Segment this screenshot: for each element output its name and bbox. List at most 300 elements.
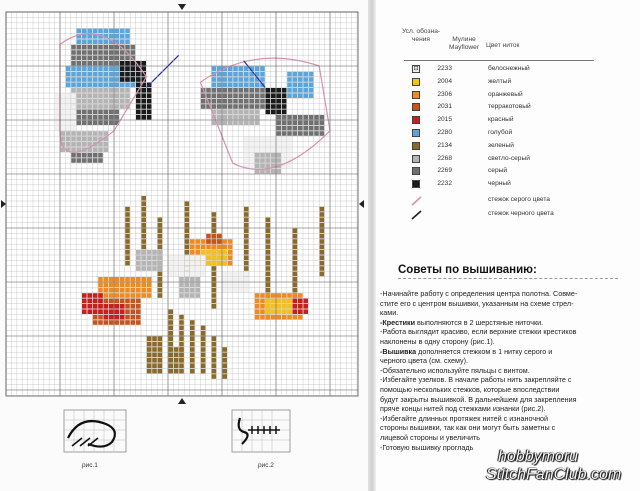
stitch-cell xyxy=(195,277,200,282)
stitch-cell xyxy=(98,299,103,304)
stitch-cell xyxy=(239,288,244,293)
tips-line xyxy=(380,356,628,366)
stitch-cell xyxy=(147,358,152,363)
tips-line xyxy=(380,308,628,318)
stitch-cell xyxy=(222,277,227,282)
stitch-cell xyxy=(125,83,130,88)
stitch-cell xyxy=(201,272,206,277)
stitch-cell xyxy=(293,228,298,233)
stitch-cell xyxy=(222,272,227,277)
stitch-cell xyxy=(201,245,206,250)
stitch-cell xyxy=(60,110,65,115)
stitch-cell xyxy=(179,353,184,358)
stitch-cell xyxy=(185,212,190,217)
stitch-cell xyxy=(298,72,303,77)
stitch-cell xyxy=(141,277,146,282)
stitch-cell xyxy=(206,245,211,250)
stitch-cell xyxy=(71,120,76,125)
stitch-cell xyxy=(293,250,298,255)
stitch-cell xyxy=(87,39,92,44)
stitch-cell xyxy=(320,115,325,120)
stitch-cell xyxy=(195,255,200,260)
stitch-cell xyxy=(260,147,265,152)
tips-line xyxy=(380,433,628,443)
stitch-cell xyxy=(104,115,109,120)
stitch-cell xyxy=(179,282,184,287)
stitch-cell xyxy=(152,266,157,271)
stitch-cell xyxy=(233,120,238,125)
stitch-cell xyxy=(185,266,190,271)
stitch-cell xyxy=(98,93,103,98)
stitch-cell xyxy=(104,83,109,88)
stitch-cell xyxy=(309,83,314,88)
stitch-cell xyxy=(195,293,200,298)
stitch-cell xyxy=(120,299,125,304)
stitch-cell xyxy=(185,282,190,287)
stitch-cell xyxy=(222,104,227,109)
stitch-cell xyxy=(168,272,173,277)
stitch-cell xyxy=(249,137,254,142)
legend-code: 2004 xyxy=(437,77,452,85)
stitch-cell xyxy=(120,34,125,39)
stitch-cell xyxy=(233,272,238,277)
stitch-cell xyxy=(158,342,163,347)
stitch-cell xyxy=(98,304,103,309)
stitch-cell xyxy=(98,88,103,93)
stitch-cell xyxy=(303,309,308,314)
stitch-cell xyxy=(147,115,152,120)
stitch-cell xyxy=(71,147,76,152)
stitch-cell xyxy=(293,239,298,244)
stitch-cell xyxy=(141,234,146,239)
stitch-cell xyxy=(147,110,152,115)
stitch-cell xyxy=(136,293,141,298)
stitch-cell xyxy=(77,120,82,125)
stitch-cell xyxy=(71,153,76,158)
stitch-cell xyxy=(82,137,87,142)
stitch-cell xyxy=(158,272,163,277)
stitch-cell xyxy=(87,99,92,104)
stitch-cell xyxy=(136,304,141,309)
stitch-cell xyxy=(185,288,190,293)
stitch-cell xyxy=(93,304,98,309)
stitch-cell xyxy=(98,39,103,44)
stitch-cell xyxy=(71,104,76,109)
stitch-cell xyxy=(293,288,298,293)
stitch-cell xyxy=(114,309,119,314)
stitch-cell xyxy=(158,288,163,293)
stitch-cell xyxy=(276,120,281,125)
stitch-cell xyxy=(206,88,211,93)
stitch-cell xyxy=(179,331,184,336)
tips-line xyxy=(380,337,628,347)
stitch-cell xyxy=(104,77,109,82)
stitch-cell xyxy=(185,277,190,282)
stitch-cell xyxy=(109,88,114,93)
stitch-cell xyxy=(212,272,217,277)
stitch-cell xyxy=(87,304,92,309)
stitch-cell xyxy=(266,137,271,142)
stitch-cell xyxy=(287,72,292,77)
tips-line-text: -Избегайте узелков. В начале работы нить закрепляйте с xyxy=(380,375,572,385)
stitch-cell xyxy=(233,282,238,287)
stitch-cell xyxy=(298,299,303,304)
center-arrow-right xyxy=(359,200,364,208)
stitch-cell xyxy=(255,115,260,120)
stitch-cell xyxy=(125,277,130,282)
stitch-cell xyxy=(228,245,233,250)
stitch-cell xyxy=(109,83,114,88)
stitch-cell xyxy=(98,61,103,66)
stitch-cell xyxy=(147,266,152,271)
stitch-cell xyxy=(55,99,60,104)
stitch-cell xyxy=(104,88,109,93)
tips-line-text: дополняется стежком в 1 нитку серого и xyxy=(416,346,553,356)
stitch-cell xyxy=(222,374,227,379)
stitch-cell xyxy=(98,309,103,314)
stitch-cell xyxy=(298,88,303,93)
stitch-legend-name: стежок серого цвета xyxy=(488,196,550,203)
stitch-cell xyxy=(136,261,141,266)
stitch-cell xyxy=(104,293,109,298)
stitch-cell xyxy=(185,250,190,255)
stitch-cell xyxy=(303,131,308,136)
tips-line xyxy=(380,318,628,328)
stitch-cell xyxy=(120,72,125,77)
tips-line-text: -Начинайте работу с определения центра полотна. Совме- xyxy=(380,289,578,298)
stitch-cell xyxy=(276,293,281,298)
stitch-cell xyxy=(125,261,130,266)
stitch-cell xyxy=(114,99,119,104)
stitch-cell xyxy=(98,315,103,320)
stitch-cell xyxy=(282,115,287,120)
stitch-cell xyxy=(293,261,298,266)
stitch-cell xyxy=(244,88,249,93)
stitch-cell xyxy=(109,61,114,66)
legend-color-name: серый xyxy=(488,167,508,175)
tips-line-text: ками. xyxy=(380,308,399,318)
stitch-cell xyxy=(82,72,87,77)
stitch-cell xyxy=(276,315,281,320)
stitch-cell xyxy=(266,99,271,104)
stitch-cell xyxy=(82,153,87,158)
stitch-cell xyxy=(179,266,184,271)
stitch-cell xyxy=(104,110,109,115)
stitch-cell xyxy=(190,266,195,271)
stitch-legend-name: стежок черного цвета xyxy=(488,210,554,217)
stitch-cell xyxy=(98,77,103,82)
tips-text xyxy=(380,289,628,452)
stitch-cell xyxy=(120,66,125,71)
stitch-cell xyxy=(109,99,114,104)
center-arrow-bottom xyxy=(178,398,186,404)
stitch-cell xyxy=(212,83,217,88)
stitch-cell xyxy=(282,315,287,320)
stitch-cell xyxy=(141,266,146,271)
legend-code: 2269 xyxy=(437,167,452,175)
stitch-cell xyxy=(125,288,130,293)
stitch-cell xyxy=(320,245,325,250)
stitch-cell xyxy=(87,299,92,304)
stitch-cell xyxy=(120,61,125,66)
stitch-cell xyxy=(147,93,152,98)
stitch-cell xyxy=(185,293,190,298)
stitch-cell xyxy=(320,131,325,136)
stitch-cell xyxy=(298,126,303,131)
stitch-cell xyxy=(147,347,152,352)
stitch-line-icon xyxy=(410,195,424,207)
stitch-cell xyxy=(195,282,200,287)
tips-line xyxy=(380,395,628,405)
stitch-cell xyxy=(179,272,184,277)
legend-symbol xyxy=(412,116,420,124)
stitch-cell xyxy=(260,164,265,169)
stitch-cell xyxy=(287,120,292,125)
stitch-cell xyxy=(260,309,265,314)
stitch-cell xyxy=(141,255,146,260)
legend-color-name: черный xyxy=(488,180,511,188)
stitch-cell xyxy=(179,369,184,374)
stitch-cell xyxy=(293,131,298,136)
stitch-cell xyxy=(120,282,125,287)
stitch-cell xyxy=(98,50,103,55)
stitch-cell xyxy=(125,45,130,50)
stitch-cell xyxy=(228,250,233,255)
stitch-cell xyxy=(287,142,292,147)
stitch-cell xyxy=(303,304,308,309)
stitch-line-icon xyxy=(410,209,424,221)
stitch-cell xyxy=(71,56,76,61)
stitch-cell xyxy=(158,261,163,266)
stitch-cell xyxy=(131,83,136,88)
stitch-cell xyxy=(212,250,217,255)
tips-line-text: -Избегайте длинных протяжек нитей с изнаночной xyxy=(380,413,549,423)
stitch-cell xyxy=(104,104,109,109)
stitch-cell xyxy=(168,261,173,266)
stitch-cell xyxy=(109,304,114,309)
stitch-cell xyxy=(82,131,87,136)
figure-1-illustration xyxy=(58,408,130,460)
stitch-cell xyxy=(141,245,146,250)
legend-code: 2233 xyxy=(437,65,452,72)
stitch-cell xyxy=(82,304,87,309)
stitch-cell xyxy=(212,374,217,379)
stitch-cell xyxy=(158,223,163,228)
stitch-cell xyxy=(190,282,195,287)
stitch-cell xyxy=(244,245,249,250)
stitch-cell xyxy=(303,93,308,98)
stitch-cell xyxy=(114,115,119,120)
stitch-cell xyxy=(125,255,130,260)
tips-line-text: помощью нескольких стежков, которые впоследствии xyxy=(380,384,560,394)
stitch-cell xyxy=(87,77,92,82)
stitch-cell xyxy=(125,218,130,223)
stitch-cell xyxy=(109,45,114,50)
stitch-cell xyxy=(314,126,319,131)
tips-line xyxy=(380,347,628,357)
stitch-cell xyxy=(320,234,325,239)
stitch-cell xyxy=(303,126,308,131)
legend-header-symbol: Усл. обозна- чения xyxy=(401,28,441,43)
stitch-cell xyxy=(320,126,325,131)
stitch-cell xyxy=(190,336,195,341)
stitch-cell xyxy=(152,363,157,368)
stitch-cell xyxy=(233,93,238,98)
stitch-cell xyxy=(82,93,87,98)
stitch-cell xyxy=(228,115,233,120)
stitch-cell xyxy=(282,142,287,147)
stitch-cell xyxy=(131,293,136,298)
stitch-cell xyxy=(190,250,195,255)
stitch-cell xyxy=(228,255,233,260)
tips-line xyxy=(380,366,628,376)
stitch-cell xyxy=(82,115,87,120)
stitch-cell xyxy=(98,110,103,115)
stitch-cell xyxy=(201,99,206,104)
stitch-cell xyxy=(66,110,71,115)
stitch-cell xyxy=(255,293,260,298)
stitch-cell xyxy=(271,315,276,320)
stitch-cell xyxy=(212,223,217,228)
stitch-cell xyxy=(87,66,92,71)
stitch-cell xyxy=(217,110,222,115)
tips-line xyxy=(380,289,628,299)
tips-line-text: будут закрыты вышивкой. В дальнейшем для закрепления xyxy=(380,394,577,404)
stitch-cell xyxy=(244,228,249,233)
stitch-cell xyxy=(158,369,163,374)
stitch-cell xyxy=(309,88,314,93)
stitch-cell xyxy=(271,93,276,98)
stitch-cell xyxy=(98,29,103,34)
stitch-cell xyxy=(87,158,92,163)
legend-divider xyxy=(404,60,594,61)
stitch-cell xyxy=(104,277,109,282)
figure-2-illustration xyxy=(226,408,296,460)
tips-line-text: -Обязательно используйте пяльцы с винтом. xyxy=(380,365,530,375)
stitch-cell xyxy=(185,228,190,233)
stitch-cell xyxy=(104,304,109,309)
stitch-cell xyxy=(228,288,233,293)
stitch-cell xyxy=(136,309,141,314)
stitch-cell xyxy=(77,72,82,77)
stitch-cell xyxy=(282,293,287,298)
stitch-cell xyxy=(66,104,71,109)
stitch-cell xyxy=(93,110,98,115)
stitch-cell xyxy=(222,358,227,363)
stitch-cell xyxy=(190,369,195,374)
stitch-cell xyxy=(141,88,146,93)
stitch-cell xyxy=(60,104,65,109)
stitch-cell xyxy=(255,93,260,98)
stitch-cell xyxy=(87,93,92,98)
stitch-cell xyxy=(309,120,314,125)
legend-row xyxy=(408,141,638,153)
stitch-cell xyxy=(87,83,92,88)
stitch-cell xyxy=(98,131,103,136)
stitch-cell xyxy=(195,261,200,266)
stitch-legend-row xyxy=(408,195,638,207)
stitch-cell xyxy=(147,104,152,109)
stitch-cell xyxy=(260,304,265,309)
stitch-cell xyxy=(136,250,141,255)
stitch-cell xyxy=(271,104,276,109)
legend-row xyxy=(408,77,638,89)
stitch-cell xyxy=(217,245,222,250)
stitch-cell xyxy=(233,83,238,88)
stitch-cell xyxy=(266,299,271,304)
stitch-cell xyxy=(266,261,271,266)
stitch-cell xyxy=(93,320,98,325)
stitch-cell xyxy=(260,137,265,142)
stitch-cell xyxy=(190,347,195,352)
tips-divider xyxy=(398,278,618,280)
watermark-line-1: hobbymoru xyxy=(498,448,579,465)
stitch-cell xyxy=(104,288,109,293)
stitch-cell xyxy=(168,320,173,325)
stitch-cell xyxy=(104,72,109,77)
stitch-cell xyxy=(131,299,136,304)
stitch-cell xyxy=(104,142,109,147)
stitch-cell xyxy=(244,282,249,287)
stitch-cell xyxy=(82,99,87,104)
stitch-cell xyxy=(282,309,287,314)
stitch-cell xyxy=(114,282,119,287)
stitch-cell xyxy=(222,363,227,368)
stitch-cell xyxy=(71,110,76,115)
stitch-cell xyxy=(276,169,281,174)
stitch-cell xyxy=(125,282,130,287)
legend-color-name: оранжевый xyxy=(488,90,523,98)
stitch-cell xyxy=(98,99,103,104)
stitch-cell xyxy=(293,277,298,282)
stitch-cell xyxy=(320,255,325,260)
stitch-cell xyxy=(82,45,87,50)
stitch-cell xyxy=(55,115,60,120)
stitch-cell xyxy=(77,66,82,71)
stitch-cell xyxy=(131,77,136,82)
stitch-cell xyxy=(77,131,82,136)
stitch-cell xyxy=(55,120,60,125)
stitch-cell xyxy=(98,282,103,287)
stitch-cell xyxy=(179,342,184,347)
stitch-cell xyxy=(114,72,119,77)
stitch-cell xyxy=(147,282,152,287)
stitch-cell xyxy=(260,93,265,98)
tips-line xyxy=(380,299,628,309)
stitch-cell xyxy=(71,93,76,98)
stitch-cell xyxy=(206,250,211,255)
stitch-cell xyxy=(55,93,60,98)
stitch-cell xyxy=(185,272,190,277)
stitch-cell xyxy=(141,110,146,115)
stitch-cell xyxy=(298,83,303,88)
stitch-cell xyxy=(147,336,152,341)
stitch-cell xyxy=(233,77,238,82)
stitch-cell xyxy=(287,315,292,320)
stitch-cell xyxy=(82,299,87,304)
stitch-cell xyxy=(66,66,71,71)
stitch-cell xyxy=(239,93,244,98)
stitch-cell xyxy=(109,282,114,287)
stitch-cell xyxy=(206,234,211,239)
stitch-cell xyxy=(282,88,287,93)
stitch-cell xyxy=(87,120,92,125)
stitch-cell xyxy=(98,293,103,298)
stitch-cell xyxy=(60,120,65,125)
stitch-cell xyxy=(131,45,136,50)
stitch-cell xyxy=(66,137,71,142)
stitch-cell xyxy=(276,142,281,147)
